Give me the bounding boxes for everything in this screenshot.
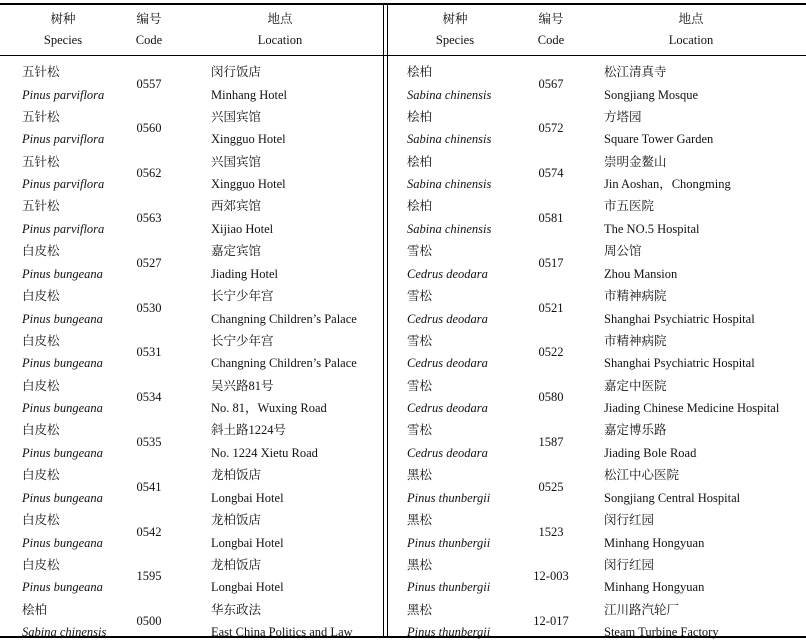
species-cell bbox=[407, 330, 488, 375]
header-species-en: Species bbox=[435, 33, 475, 47]
location-cell bbox=[604, 285, 755, 330]
header-code-zh: 编号 bbox=[538, 12, 564, 26]
species-latin: Cedrus deodara bbox=[407, 311, 488, 326]
location-en: Jin Aoshan，Chongming bbox=[604, 177, 731, 192]
location-zh: 龙柏饭店 bbox=[211, 557, 262, 572]
species-zh: 桧柏 bbox=[407, 154, 433, 169]
location-zh: 周公馆 bbox=[604, 244, 642, 259]
species-latin: Cedrus deodara bbox=[407, 356, 488, 371]
location-zh: 闵行红园 bbox=[604, 513, 655, 527]
species-cell bbox=[407, 151, 491, 196]
location-en: Jiading Hotel bbox=[211, 266, 279, 281]
location-zh: 龙柏饭店 bbox=[211, 513, 262, 527]
location-zh: 松江中心医院 bbox=[604, 468, 680, 483]
header-location-en: Location bbox=[257, 33, 303, 47]
species-cell bbox=[22, 285, 103, 330]
location-cell bbox=[604, 509, 704, 554]
location-cell bbox=[604, 419, 696, 464]
species-cell bbox=[22, 599, 106, 644]
code-cell: 12-003 bbox=[533, 569, 569, 584]
top-rule bbox=[0, 3, 806, 5]
species-zh: 桧柏 bbox=[407, 199, 433, 214]
code-cell: 0560 bbox=[136, 121, 162, 136]
location-en: Changning Children’s Palace bbox=[211, 311, 357, 326]
location-en: Minhang Hotel bbox=[211, 87, 288, 102]
location-en: East China Politics and Law bbox=[211, 625, 353, 640]
location-en: Xijiao Hotel bbox=[211, 221, 274, 236]
location-en: Songjiang Central Hospital bbox=[604, 490, 741, 505]
species-latin: Pinus bungeana bbox=[22, 490, 103, 505]
location-en: Zhou Mansion bbox=[604, 266, 678, 281]
species-zh: 白皮松 bbox=[22, 423, 60, 438]
location-zh: 兴国宾馆 bbox=[211, 154, 262, 169]
species-cell bbox=[407, 195, 491, 240]
location-cell bbox=[604, 375, 779, 420]
species-zh: 白皮松 bbox=[22, 468, 60, 483]
code-cell: 0567 bbox=[538, 76, 564, 91]
species-cell bbox=[407, 509, 490, 554]
species-cell bbox=[407, 106, 491, 151]
location-cell bbox=[211, 285, 357, 330]
location-en: Minhang Hongyuan bbox=[604, 580, 705, 595]
species-zh: 白皮松 bbox=[22, 244, 60, 259]
location-cell bbox=[211, 599, 353, 644]
species-cell bbox=[407, 554, 490, 599]
species-zh: 桧柏 bbox=[407, 109, 433, 124]
header-location-zh: 地点 bbox=[678, 12, 704, 26]
location-en: Steam Turbine Factory bbox=[604, 625, 719, 640]
species-cell bbox=[22, 464, 103, 509]
location-zh: 江川路汽轮厂 bbox=[604, 602, 680, 617]
header-rule bbox=[0, 55, 806, 56]
header-species-en: Species bbox=[43, 33, 83, 47]
location-en: Shanghai Psychiatric Hospital bbox=[604, 356, 755, 371]
species-zh: 白皮松 bbox=[22, 513, 60, 527]
species-cell bbox=[407, 61, 491, 106]
location-zh: 闵行饭店 bbox=[211, 65, 262, 79]
species-cell bbox=[407, 599, 490, 644]
species-cell bbox=[22, 330, 103, 375]
species-zh: 黑松 bbox=[407, 513, 433, 527]
species-cell bbox=[22, 419, 103, 464]
location-cell bbox=[211, 464, 284, 509]
species-latin: Pinus parviflora bbox=[22, 221, 105, 236]
location-zh: 西郊宾馆 bbox=[211, 199, 262, 214]
location-cell bbox=[211, 106, 286, 151]
species-zh: 白皮松 bbox=[22, 289, 60, 303]
location-cell bbox=[211, 419, 318, 464]
location-zh: 兴国宾馆 bbox=[211, 109, 262, 124]
species-cell bbox=[407, 464, 490, 509]
location-cell bbox=[211, 375, 327, 420]
location-zh: 闵行红园 bbox=[604, 557, 655, 572]
location-en: Longbai Hotel bbox=[211, 580, 284, 595]
code-cell: 0500 bbox=[136, 614, 162, 629]
species-zh: 白皮松 bbox=[22, 557, 60, 572]
header-species-zh: 树种 bbox=[442, 12, 468, 26]
location-zh: 吴兴路81号 bbox=[211, 378, 274, 393]
location-zh: 松江清真寺 bbox=[604, 65, 667, 79]
species-zh: 雪松 bbox=[407, 378, 433, 393]
species-latin: Pinus bungeana bbox=[22, 356, 103, 371]
location-zh: 市精神病院 bbox=[604, 289, 667, 303]
location-cell bbox=[211, 195, 273, 240]
location-zh: 方塔园 bbox=[604, 109, 642, 124]
species-zh: 雪松 bbox=[407, 333, 433, 348]
location-cell bbox=[211, 554, 284, 599]
species-cell bbox=[22, 195, 104, 240]
code-cell: 0574 bbox=[538, 166, 564, 181]
location-zh: 市五医院 bbox=[604, 199, 655, 214]
species-latin: Pinus parviflora bbox=[22, 132, 105, 147]
code-cell: 0542 bbox=[136, 524, 162, 539]
species-latin: Pinus thunbergii bbox=[407, 535, 491, 550]
code-cell: 1595 bbox=[136, 569, 162, 584]
location-cell bbox=[211, 151, 286, 196]
species-latin: Pinus parviflora bbox=[22, 177, 105, 192]
location-en: Xingguo Hotel bbox=[211, 132, 286, 147]
location-cell bbox=[604, 554, 704, 599]
header-code-zh: 编号 bbox=[136, 12, 162, 26]
code-cell: 0527 bbox=[136, 255, 162, 270]
location-cell bbox=[604, 240, 677, 285]
location-cell bbox=[604, 599, 719, 644]
species-latin: Pinus bungeana bbox=[22, 311, 103, 326]
location-en: Xingguo Hotel bbox=[211, 177, 286, 192]
code-cell: 0557 bbox=[136, 76, 162, 91]
species-zh: 白皮松 bbox=[22, 378, 60, 393]
header-code-en: Code bbox=[537, 33, 565, 47]
header-location-right bbox=[591, 9, 791, 51]
code-cell: 0522 bbox=[538, 345, 564, 360]
header-code-en: Code bbox=[135, 33, 163, 47]
location-zh: 长宁少年宫 bbox=[211, 289, 274, 303]
species-zh: 雪松 bbox=[407, 289, 433, 303]
code-cell: 0541 bbox=[136, 479, 162, 494]
location-zh: 嘉定博乐路 bbox=[604, 423, 667, 438]
location-en: Longbai Hotel bbox=[211, 535, 284, 550]
divider-right-line bbox=[387, 3, 388, 637]
code-cell: 0535 bbox=[136, 434, 162, 449]
species-latin: Pinus bungeana bbox=[22, 445, 103, 460]
species-zh: 五针松 bbox=[22, 109, 60, 124]
location-en: Longbai Hotel bbox=[211, 490, 284, 505]
species-cell bbox=[22, 554, 103, 599]
location-en: Songjiang Mosque bbox=[604, 87, 699, 102]
divider-left-line bbox=[383, 3, 384, 637]
location-zh: 龙柏饭店 bbox=[211, 468, 262, 483]
header-location-en: Location bbox=[668, 33, 714, 47]
code-cell: 0517 bbox=[538, 255, 564, 270]
location-cell bbox=[604, 330, 755, 375]
code-cell: 1523 bbox=[538, 524, 564, 539]
species-cell bbox=[407, 240, 488, 285]
location-cell bbox=[211, 240, 278, 285]
species-zh: 五针松 bbox=[22, 65, 60, 79]
code-cell: 0525 bbox=[538, 479, 564, 494]
species-zh: 雪松 bbox=[407, 423, 433, 438]
species-latin: Sabina chinensis bbox=[407, 221, 492, 236]
species-latin: Pinus bungeana bbox=[22, 535, 103, 550]
location-cell bbox=[211, 330, 357, 375]
species-zh: 黑松 bbox=[407, 602, 433, 617]
location-zh: 华东政法 bbox=[211, 602, 262, 617]
species-latin: Pinus bungeana bbox=[22, 580, 103, 595]
location-en: No. 81，Wuxing Road bbox=[211, 401, 327, 416]
location-cell bbox=[604, 464, 740, 509]
code-cell: 0534 bbox=[136, 390, 162, 405]
species-latin: Pinus parviflora bbox=[22, 87, 105, 102]
species-cell bbox=[22, 106, 104, 151]
species-cell bbox=[22, 151, 104, 196]
species-zh: 五针松 bbox=[22, 199, 60, 214]
code-cell: 12-017 bbox=[533, 614, 569, 629]
species-latin: Pinus bungeana bbox=[22, 266, 103, 281]
location-en: Square Tower Garden bbox=[604, 132, 714, 147]
location-cell bbox=[604, 195, 699, 240]
species-cell bbox=[407, 285, 488, 330]
species-cell bbox=[22, 509, 103, 554]
location-cell bbox=[604, 151, 731, 196]
species-latin: Pinus thunbergii bbox=[407, 625, 491, 640]
location-en: Minhang Hongyuan bbox=[604, 535, 705, 550]
code-cell: 0562 bbox=[136, 166, 162, 181]
species-zh: 白皮松 bbox=[22, 333, 60, 348]
species-latin: Pinus thunbergii bbox=[407, 490, 491, 505]
species-zh: 桧柏 bbox=[407, 65, 433, 79]
code-cell: 0521 bbox=[538, 300, 564, 315]
location-en: No. 1224 Xietu Road bbox=[211, 445, 318, 460]
code-cell: 0531 bbox=[136, 345, 162, 360]
code-cell: 0581 bbox=[538, 210, 564, 225]
species-zh: 黑松 bbox=[407, 468, 433, 483]
location-zh: 崇明金鳌山 bbox=[604, 154, 667, 169]
species-latin: Cedrus deodara bbox=[407, 266, 488, 281]
header-location-zh: 地点 bbox=[267, 12, 293, 26]
code-cell: 0580 bbox=[538, 390, 564, 405]
location-cell bbox=[211, 509, 284, 554]
species-latin: Sabina chinensis bbox=[407, 87, 492, 102]
species-cell bbox=[22, 240, 103, 285]
species-latin: Cedrus deodara bbox=[407, 401, 488, 416]
species-latin: Sabina chinensis bbox=[407, 177, 492, 192]
species-latin: Pinus thunbergii bbox=[407, 580, 491, 595]
location-en: Shanghai Psychiatric Hospital bbox=[604, 311, 755, 326]
species-cell bbox=[22, 375, 103, 420]
location-cell bbox=[604, 106, 713, 151]
code-cell: 0563 bbox=[136, 210, 162, 225]
location-cell bbox=[211, 61, 287, 106]
species-cell bbox=[407, 419, 488, 464]
location-zh: 市精神病院 bbox=[604, 333, 667, 348]
location-zh: 斜土路1224号 bbox=[211, 423, 287, 438]
species-zh: 桧柏 bbox=[22, 602, 48, 617]
location-cell bbox=[604, 61, 698, 106]
species-zh: 五针松 bbox=[22, 154, 60, 169]
code-cell: 1587 bbox=[538, 434, 564, 449]
location-en: The NO.5 Hospital bbox=[604, 221, 700, 236]
species-latin: Cedrus deodara bbox=[407, 445, 488, 460]
species-zh: 黑松 bbox=[407, 557, 433, 572]
header-location-left bbox=[180, 9, 380, 51]
species-cell bbox=[407, 375, 488, 420]
location-zh: 长宁少年宫 bbox=[211, 333, 274, 348]
species-cell bbox=[22, 61, 104, 106]
header-species-zh: 树种 bbox=[50, 12, 76, 26]
species-zh: 雪松 bbox=[407, 244, 433, 259]
species-latin: Sabina chinensis bbox=[407, 132, 492, 147]
location-en: Jiading Chinese Medicine Hospital bbox=[604, 401, 780, 416]
species-latin: Sabina chinensis bbox=[22, 625, 107, 640]
location-en: Changning Children’s Palace bbox=[211, 356, 357, 371]
location-zh: 嘉定中医院 bbox=[604, 378, 667, 393]
location-en: Jiading Bole Road bbox=[604, 445, 697, 460]
location-zh: 嘉定宾馆 bbox=[211, 244, 262, 259]
code-cell: 0572 bbox=[538, 121, 564, 136]
species-latin: Pinus bungeana bbox=[22, 401, 103, 416]
code-cell: 0530 bbox=[136, 300, 162, 315]
